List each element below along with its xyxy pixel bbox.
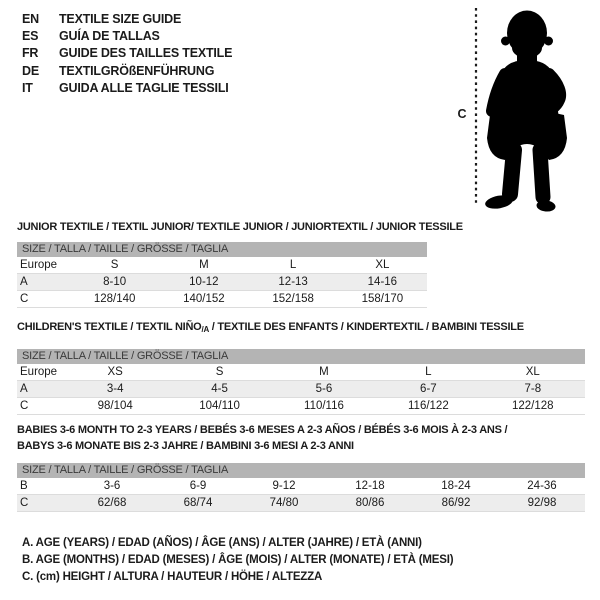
baby-silhouette-icon xyxy=(484,11,567,213)
size-header-cell: XS xyxy=(63,364,167,381)
value-cell: 18-24 xyxy=(413,478,499,495)
value-cell: 158/170 xyxy=(338,291,427,308)
value-cell: 7-8 xyxy=(481,381,585,398)
value-cell: 9-12 xyxy=(241,478,327,495)
value-cell: 12-18 xyxy=(327,478,413,495)
guide-title: TEXTILE SIZE GUIDE xyxy=(59,12,182,26)
value-cell: 12-13 xyxy=(249,274,338,291)
language-row-en xyxy=(22,11,232,28)
language-row-es xyxy=(22,28,232,45)
footnote-age-months: B. AGE (MONTHS) / EDAD (MESES) / ÂGE (MOIS) / ALTER (MONATE) / ETÀ (MESI) xyxy=(22,554,454,567)
size-band-header: SIZE / TALLA / TAILLE / GRÖSSE / TAGLIA xyxy=(17,242,427,257)
value-cell: 86/92 xyxy=(413,495,499,512)
junior-size-table xyxy=(17,257,427,308)
size-header-cell: L xyxy=(249,257,338,274)
table-row-height xyxy=(17,495,585,512)
row-label: A xyxy=(17,274,70,291)
size-band-header: SIZE / TALLA / TAILLE / GRÖSSE / TAGLIA xyxy=(17,463,585,478)
height-label: C xyxy=(457,107,467,121)
value-cell: 98/104 xyxy=(63,398,167,415)
value-cell: 122/128 xyxy=(481,398,585,415)
value-cell: 92/98 xyxy=(499,495,585,512)
junior-table-section xyxy=(17,219,463,308)
value-cell: 10-12 xyxy=(159,274,248,291)
value-cell: 74/80 xyxy=(241,495,327,512)
value-cell: 14-16 xyxy=(338,274,427,291)
row-label: Europe xyxy=(17,257,70,274)
value-cell: 68/74 xyxy=(155,495,241,512)
value-cell: 6-7 xyxy=(376,381,480,398)
guide-title: GUÍA DE TALLAS xyxy=(59,29,160,44)
junior-table-title: JUNIOR TEXTILE / TEXTIL JUNIOR/ TEXTILE JUNIOR / JUNIORTEXTIL / JUNIOR TESSILE xyxy=(17,221,463,233)
babies-table-section xyxy=(17,422,585,512)
babies-table-title-line1: BABIES 3-6 MONTH TO 2-3 YEARS / BEBÉS 3-6 MESES A 2-3 AÑOS / BÉBÉS 3-6 MOIS À 2-3 ANS / xyxy=(17,424,508,436)
size-header-cell: S xyxy=(70,257,159,274)
babies-table-title-line2: BABYS 3-6 MONATE BIS 2-3 JAHRE / BAMBINI 3-6 MESI A 2-3 ANNI xyxy=(17,440,354,452)
guide-title: GUIDA ALLE TAGLIE TESSILI xyxy=(59,80,229,95)
footnote-height-cm: C. (cm) HEIGHT / ALTURA / HAUTEUR / HÖHE / ALTEZZA xyxy=(22,571,323,584)
table-row-height xyxy=(17,291,427,308)
table-row-europe xyxy=(17,257,427,274)
language-row-it xyxy=(22,80,232,97)
value-cell: 3-4 xyxy=(63,381,167,398)
size-header-cell: M xyxy=(159,257,248,274)
row-label: A xyxy=(17,381,63,398)
row-label: C xyxy=(17,398,63,415)
size-header-cell: M xyxy=(272,364,376,381)
value-cell: 140/152 xyxy=(159,291,248,308)
value-cell: 3-6 xyxy=(69,478,155,495)
language-code: IT xyxy=(22,80,33,95)
size-header-cell: XL xyxy=(338,257,427,274)
size-header-cell: XL xyxy=(481,364,585,381)
size-band-header: SIZE / TALLA / TAILLE / GRÖSSE / TAGLIA xyxy=(17,349,585,364)
children-table-title xyxy=(17,319,585,338)
guide-title: TEXTILGRÖßENFÜHRUNG xyxy=(59,63,215,78)
size-header-cell: S xyxy=(167,364,271,381)
table-row-age xyxy=(17,381,585,398)
table-row-age-months xyxy=(17,478,585,495)
value-cell: 8-10 xyxy=(70,274,159,291)
value-cell: 62/68 xyxy=(69,495,155,512)
value-cell: 110/116 xyxy=(272,398,376,415)
table-row-age xyxy=(17,274,427,291)
value-cell: 152/158 xyxy=(249,291,338,308)
footnote-legend xyxy=(22,535,453,587)
title-part: / TEXTILE DES ENFANTS / KINDERTEXTIL / BAMBINI TESSILE xyxy=(208,321,524,333)
children-table-section xyxy=(17,319,585,415)
language-title-list xyxy=(22,11,232,97)
value-cell: 128/140 xyxy=(70,291,159,308)
value-cell: 24-36 xyxy=(499,478,585,495)
babies-size-table xyxy=(17,478,585,512)
language-code: DE xyxy=(22,63,39,78)
value-cell: 104/110 xyxy=(167,398,271,415)
table-row-height xyxy=(17,398,585,415)
children-size-table xyxy=(17,364,585,415)
size-header-cell: L xyxy=(376,364,480,381)
language-code: EN xyxy=(22,12,39,26)
value-cell: 116/122 xyxy=(376,398,480,415)
table-row-europe xyxy=(17,364,585,381)
value-cell: 5-6 xyxy=(272,381,376,398)
value-cell: 6-9 xyxy=(155,478,241,495)
footnote-age-years: A. AGE (YEARS) / EDAD (AÑOS) / ÂGE (ANS) / ALTER (JAHRE) / ETÀ (ANNI) xyxy=(22,537,422,549)
row-label: B xyxy=(17,478,69,495)
title-part: CHILDREN'S TEXTILE / TEXTIL NIÑO xyxy=(17,321,202,333)
row-label: C xyxy=(17,495,69,512)
row-label: C xyxy=(17,291,70,308)
value-cell: 80/86 xyxy=(327,495,413,512)
baby-silhouette-figure xyxy=(440,0,600,215)
language-row-fr xyxy=(22,45,232,62)
language-code: FR xyxy=(22,46,39,61)
row-label: Europe xyxy=(17,364,63,381)
language-row-de xyxy=(22,63,232,80)
language-code: ES xyxy=(22,29,39,44)
title-subscript: /A xyxy=(201,325,209,334)
value-cell: 4-5 xyxy=(167,381,271,398)
guide-title: GUIDE DES TAILLES TEXTILE xyxy=(59,46,233,61)
